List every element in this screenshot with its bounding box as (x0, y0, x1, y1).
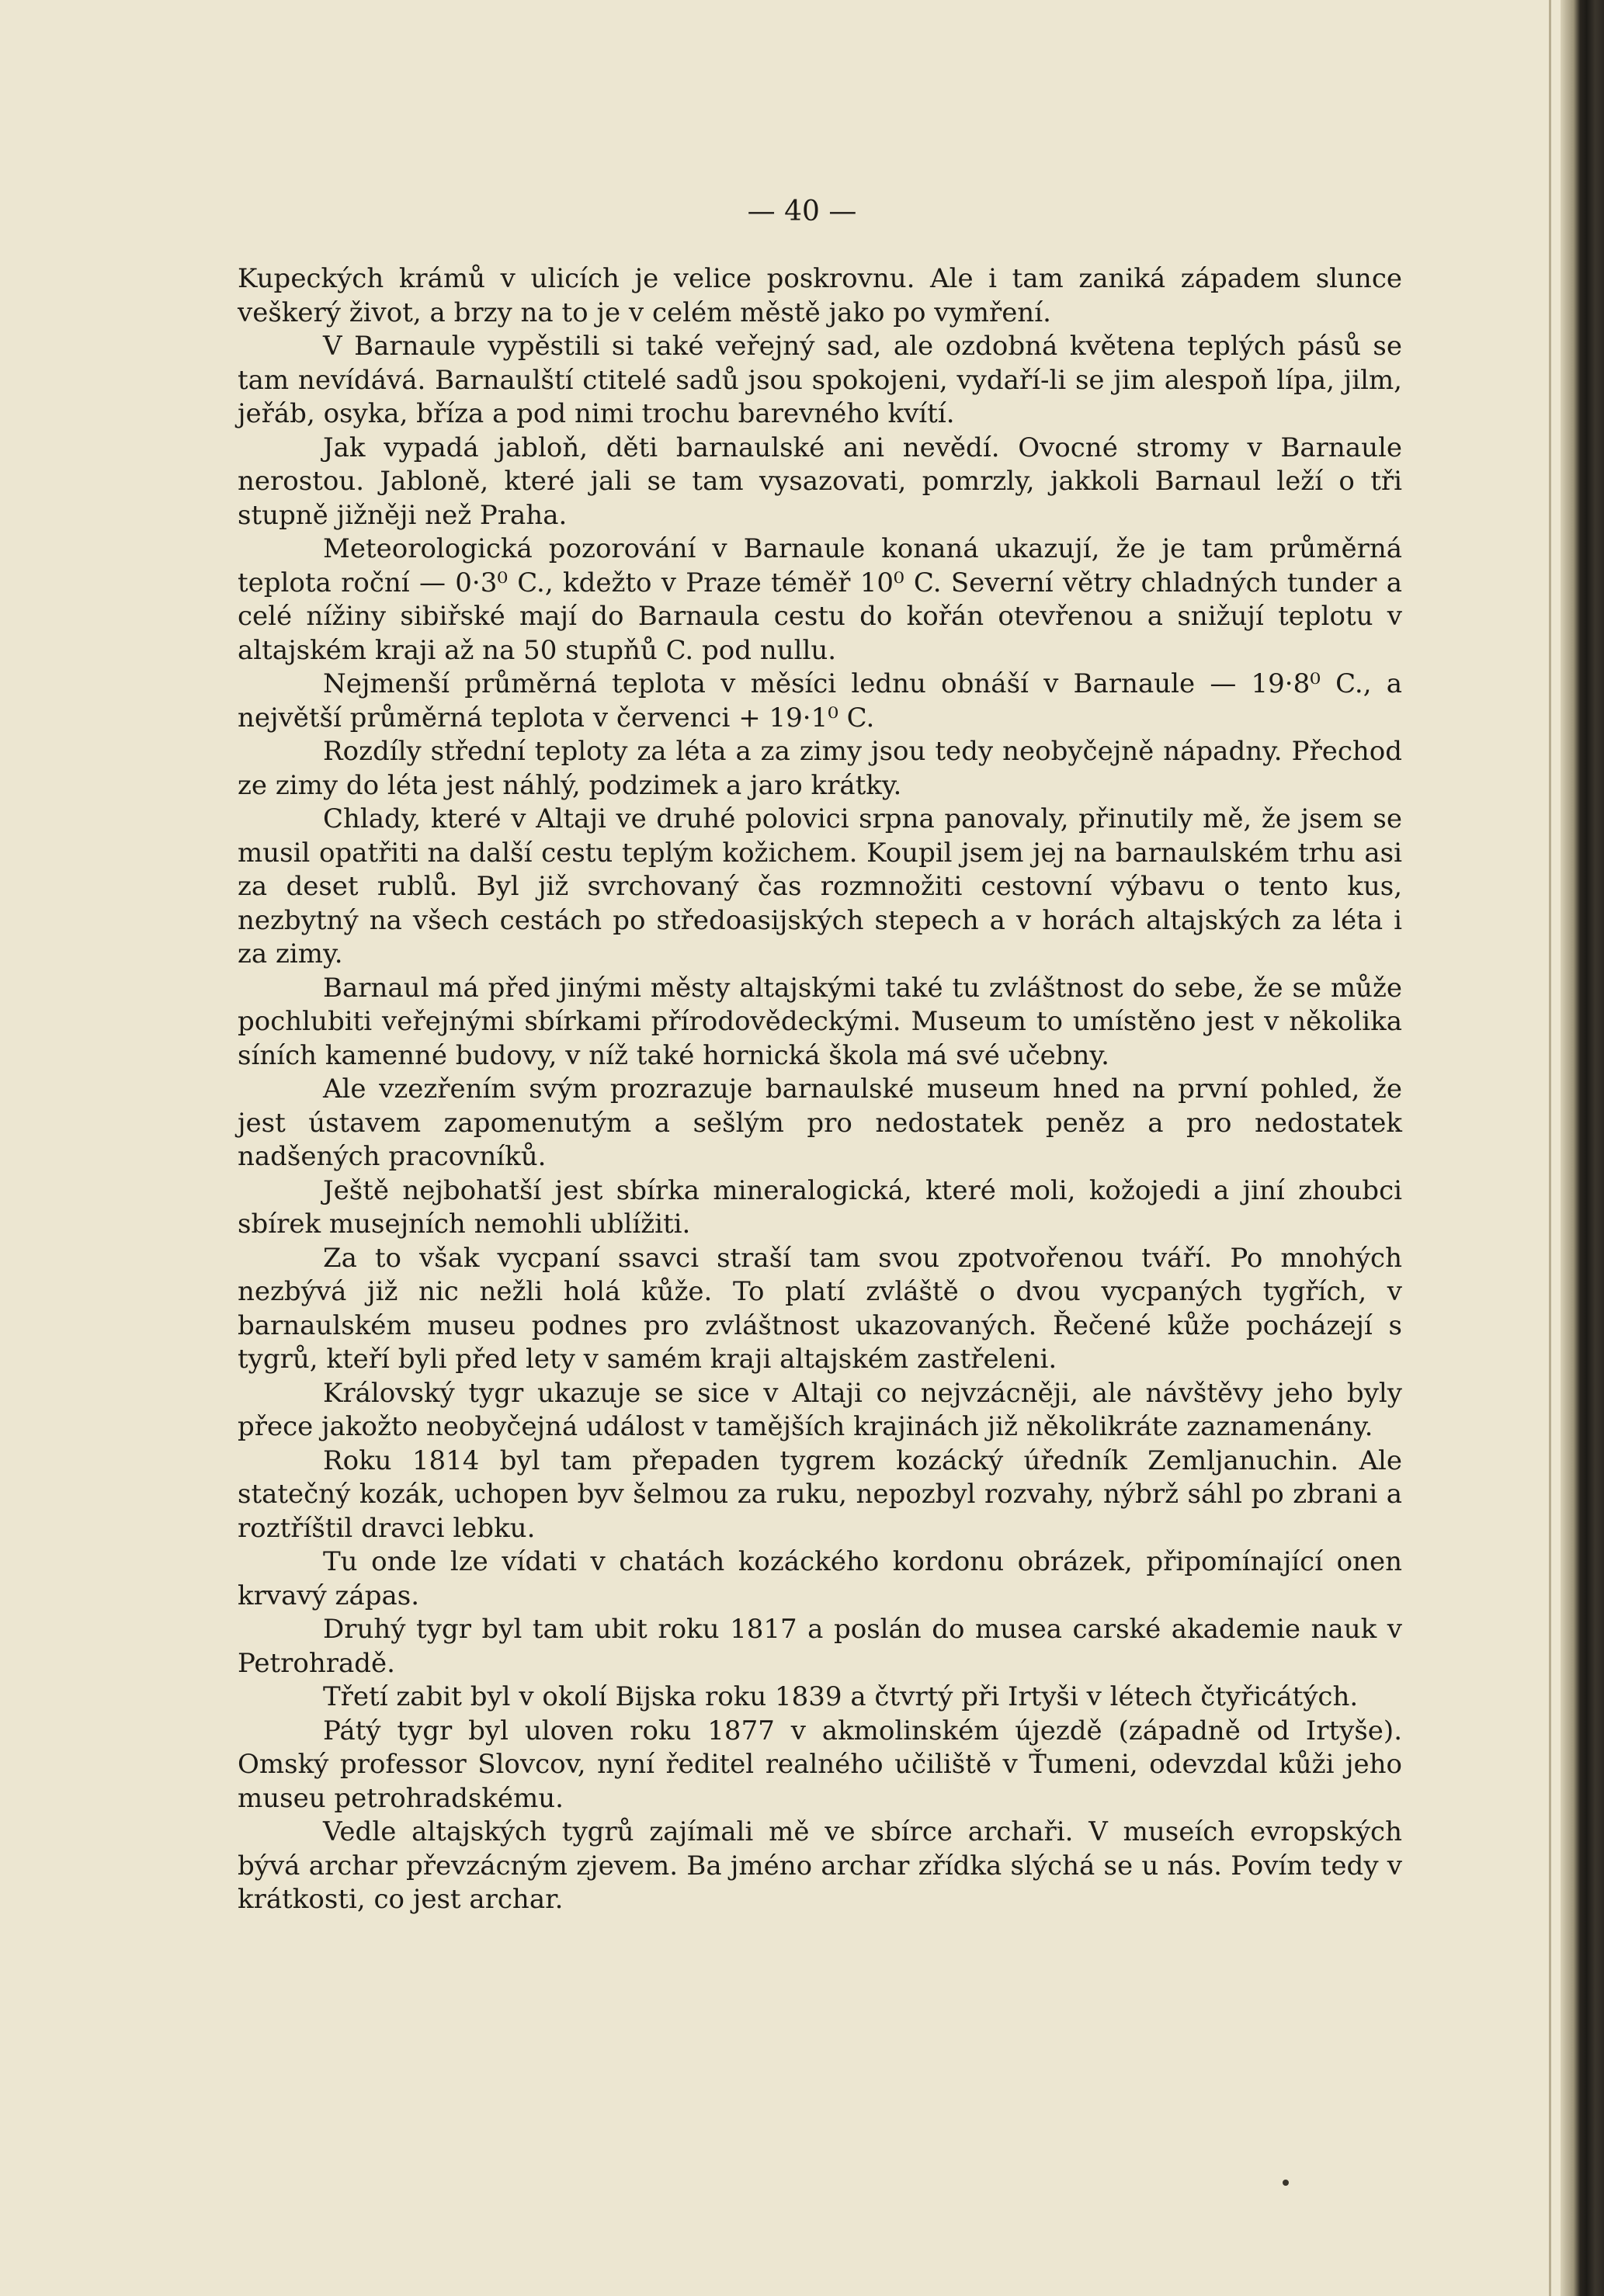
paragraph: Ale vzezřením svým prozrazuje barnaulské museum hned na první pohled, že jest ústavem zapomenutým a sešlým pro nedostatek peněz a pro nedostatek nadšených pracovníků. (238, 1073, 1402, 1172)
paragraph: Barnaul má před jinými městy altajskými také tu zvláštnost do sebe, že se může pochlubiti veřejnými sbírkami přírodovědeckými. Museum to umístěno jest v několika síních kamenné budovy, v níž také hornická škola má své učebny. (238, 972, 1402, 1071)
page-edge (1549, 0, 1551, 2296)
paragraph: Chlady, které v Altaji ve druhé polovici srpna panovaly, přinutily mě, že jsem se musil opatřiti na další cestu teplým kožichem. Koupil jsem jej na barnaulském trhu asi za deset rublů. Byl již svrchovaný čas rozmnožiti cestovní výbavu o tento kus, nezbytný na všech cestách po středoasijských stepech a v horách altajských za léta i za zimy. (238, 803, 1402, 969)
paragraph: Ještě nejbohatší jest sbírka mineralogická, které moli, kožojedi a jiní zhoubci sbírek musejních nemohli ublížiti. (238, 1174, 1402, 1240)
page-number: — 40 — (747, 196, 857, 227)
paragraph: Rozdíly střední teploty za léta a za zimy jsou tedy neobyčejně nápadny. Přechod ze zimy do léta jest náhlý, podzimek a jaro krátky. (238, 736, 1402, 801)
paragraph: Za to však vycpaní ssavci straší tam svou zpotvořenou tváří. Po mnohých nezbývá již nic nežli holá kůže. To platí zvláště o dvou vycpaných tygřích, v barnaulském museu podnes pro zvláštnost ukazovaných. Řečené kůže pocházejí s tygrů, kteří byli před lety v samém kraji altajském zastřeleni. (238, 1242, 1402, 1375)
paragraph: V Barnaule vypěstili si také veřejný sad, ale ozdobná květena teplých pásů se tam nevídává. Barnaulští ctitelé sadů jsou spokojeni, vydaří-li se jim alespoň lípa, jilm, jeřáb, osyka, bříza a pod nimi trochu barevného kvítí. (238, 331, 1402, 429)
paragraph: Jak vypadá jabloň, děti barnaulské ani nevědí. Ovocné stromy v Barnaule nerostou. Jabloně, které jali se tam vysazovati, pomrzly, jakkoli Barnaul leží o tři stupně jižněji než Praha. (238, 432, 1402, 531)
paragraph: Královský tygr ukazuje se sice v Altaji co nejvzácněji, ale návštěvy jeho byly přece jakožto neobyčejná událost v tamějších krajinách již několikráte zaznamenány. (238, 1377, 1402, 1442)
paragraph: Tu onde lze vídati v chatách kozáckého kordonu obrázek, připomínající onen krvavý zápas. (238, 1546, 1402, 1611)
paragraph: Roku 1814 byl tam přepaden tygrem kozácký úředník Zemljanuchin. Ale statečný kozák, uchopen byv šelmou za ruku, nepozbyl rozvahy, nýbrž sáhl po zbrani a roztříštil dravci lebku. (238, 1445, 1402, 1544)
paragraph: Třetí zabit byl v okolí Bijska roku 1839 a čtvrtý při Irtyši v létech čtyřicátých. (323, 1681, 1359, 1712)
book-spine (1561, 0, 1604, 2296)
ink-speck (1283, 2180, 1289, 2186)
paragraph: Nejmenší průměrná teplota v měsíci lednu obnáší v Barnaule — 19·8⁰ C., a největší průměrná teplota v červenci + 19·1⁰ C. (238, 668, 1402, 734)
paragraph: Druhý tygr byl tam ubit roku 1817 a poslán do musea carské akademie nauk v Petrohradě. (238, 1614, 1402, 1679)
body-text (238, 262, 1402, 1917)
paragraph: Meteorologická pozorování v Barnaule konaná ukazují, že je tam průměrná teplota roční — 0·3⁰ C., kdežto v Praze téměř 10⁰ C. Severní větry chladných tunder a celé nížiny sibiřské mají do Barnaula cestu do kořán otevřenou a snižují teplotu v altajském kraji až na 50 stupňů C. pod nullu. (238, 533, 1402, 666)
paragraph: Kupeckých krámů v ulicích je velice poskrovnu. Ale i tam zaniká západem slunce veškerý život, a brzy na to je v celém městě jako po vymření. (238, 263, 1402, 328)
paragraph: Vedle altajských tygrů zajímali mě ve sbírce archaři. V museích evropských bývá archar převzácným zjevem. Ba jméno archar zřídka slýchá se u nás. Povím tedy v krátkosti, co jest archar. (238, 1816, 1402, 1915)
paragraph: Pátý tygr byl uloven roku 1877 v akmolinském újezdě (západně od Irtyše). Omský professor Slovcov, nyní ředitel realného učiliště v Ťumeni, odevzdal kůži jeho museu petrohradskému. (238, 1715, 1402, 1814)
